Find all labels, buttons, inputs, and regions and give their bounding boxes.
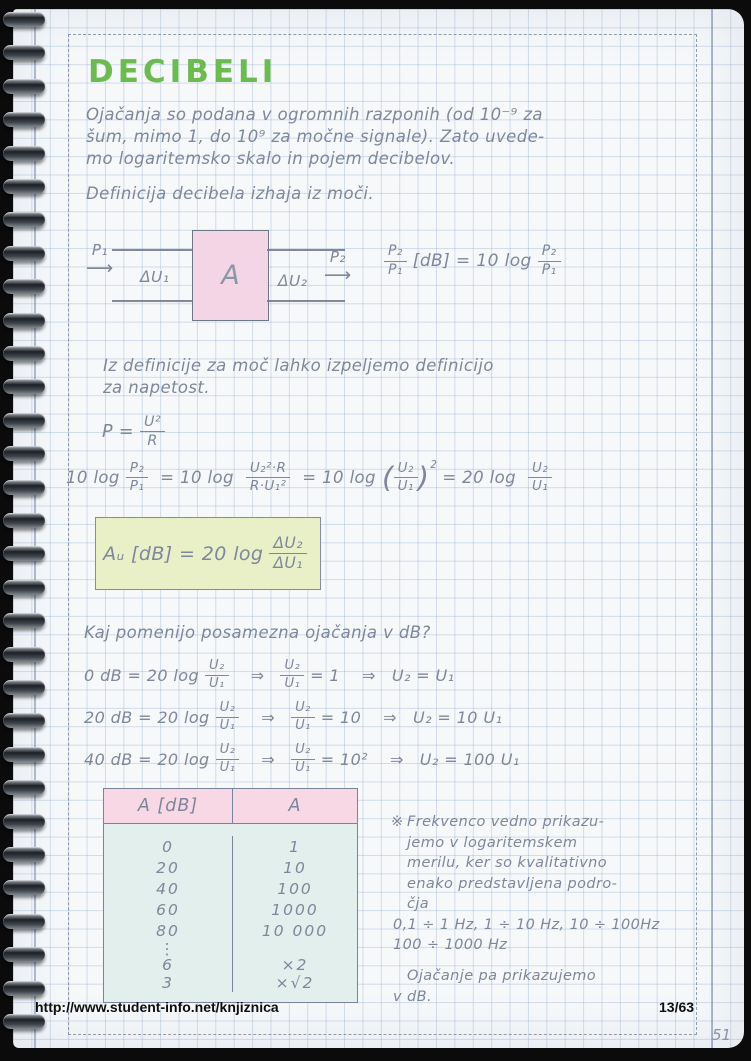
boxed-fraction: $\frac{\text{ΔU₂}}{\text{ΔU₁}}$	[269, 535, 307, 573]
amplifier-label: A	[221, 260, 240, 291]
gain-fraction: $\frac{\text{U₂}}{\text{U₁}}$	[205, 659, 229, 691]
note-marker-icon: ※	[391, 814, 404, 830]
gain-lhs: 20 dB = 20 log	[84, 707, 210, 727]
deriv-term-3: = 10 log	[302, 468, 376, 488]
deriv-frac-4: $\frac{\text{U₂}}{\text{U₁}}$	[528, 461, 552, 494]
db-formula-mid: [dB] = 10 log	[412, 251, 532, 272]
gain-row-40db	[84, 743, 520, 775]
gain-value: = 10²	[320, 749, 368, 769]
table-row: 3 ×√2	[104, 974, 357, 992]
note-line: jemo v logaritemskem	[407, 834, 578, 851]
spiral-binding	[0, 0, 60, 1061]
intro-line-3: mo logaritemsko skalo in pojem decibelov.	[86, 149, 455, 168]
derivation-equation	[66, 461, 558, 494]
handwritten-page-number: 51	[712, 1026, 732, 1044]
highlighted-gain-formula	[95, 517, 321, 590]
p1-label: P₁	[91, 241, 108, 259]
gain-fraction-2: $\frac{\text{U₂}}{\text{U₁}}$	[280, 659, 304, 691]
spiral-ring	[3, 446, 45, 461]
close-paren: )	[417, 460, 430, 495]
intro-paragraph	[86, 104, 545, 170]
note-line: enako predstavljena podro-	[407, 875, 618, 892]
spiral-ring	[3, 12, 45, 27]
wire-in-top	[112, 249, 192, 251]
implies-icon: ⇒	[383, 707, 397, 727]
spiral-ring	[3, 212, 45, 227]
note-line: čja	[407, 896, 430, 912]
implies-icon: ⇒	[389, 749, 404, 769]
gain-fraction-2: $\frac{\text{U₂}}{\text{U₁}}$	[291, 701, 315, 733]
table-row: 80 10 000	[104, 920, 357, 941]
deriv-frac-3: $\frac{\text{U₂}}{\text{U₁}}$	[394, 461, 418, 494]
gain-table-header	[104, 789, 357, 824]
table-row: 0 1	[104, 836, 357, 857]
spiral-ring	[3, 246, 45, 261]
note-text: Frekvenco vedno prikazu-	[407, 814, 605, 830]
spiral-ring	[3, 179, 45, 194]
gain-result: U₂ = 100 U₁	[419, 749, 520, 769]
spiral-ring	[3, 680, 45, 695]
spiral-ring	[3, 814, 45, 829]
arrow-out-icon: ⟶	[324, 264, 352, 286]
gains-question: Kaj pomenijo posamezna ojačanja v dB?	[84, 623, 431, 642]
gain-table-body	[104, 824, 357, 1002]
input-power-label	[86, 243, 114, 278]
spiral-ring	[3, 413, 45, 428]
column-header-db: A [dB]	[104, 789, 233, 823]
frequency-note	[391, 812, 697, 956]
gain-lhs: 40 dB = 20 log	[84, 749, 210, 769]
power-formula	[102, 414, 171, 449]
implies-icon: ⇒	[250, 665, 265, 685]
spiral-ring	[3, 981, 45, 996]
spiral-ring	[3, 1014, 45, 1029]
gain-fraction-2: $\frac{\text{U₂}}{\text{U₁}}$	[291, 743, 315, 775]
spiral-ring	[3, 713, 45, 728]
gain-value: = 10	[320, 707, 362, 727]
spiral-ring	[3, 747, 45, 762]
boxed-lhs: Aᵤ [dB] = 20 log	[103, 542, 264, 565]
exponent: 2	[430, 460, 438, 472]
spiral-ring	[3, 79, 45, 94]
implies-icon: ⇒	[261, 707, 276, 727]
deriv-frac-2: $\frac{\text{U₂²·R}}{\text{R·U₁²}}$	[246, 461, 290, 494]
gain-result: U₂ = 10 U₁	[412, 707, 503, 727]
note-line: merilu, ker so kvalitativno	[407, 855, 608, 871]
gain-result: U₂ = U₁	[391, 665, 455, 685]
gain-fraction: $\frac{\text{U₂}}{\text{U₁}}$	[216, 701, 240, 733]
power-lhs: P =	[102, 421, 134, 442]
power-ratio-fraction: $\frac{\text{P₂}}{\text{P₁}}$	[384, 244, 407, 278]
power-fraction: $\frac{\text{U²}}{R}$	[140, 414, 165, 449]
note-line: Ojačanje pa prikazujemo	[407, 968, 597, 984]
gain-row-0db	[84, 659, 454, 691]
deriv-frac-1: $\frac{\text{P₂}}{\text{P₁}}$	[126, 461, 148, 494]
voltage-intro	[103, 355, 494, 399]
page-title: DECIBELI	[88, 54, 278, 90]
right-margin-line	[711, 9, 713, 1048]
footer-url: http://www.student-info.net/knjiznica	[35, 999, 279, 1015]
implies-icon: ⇒	[362, 665, 376, 685]
voltage-intro-line-2: za napetost.	[103, 378, 210, 397]
spiral-ring	[3, 947, 45, 962]
open-paren: (	[381, 460, 394, 495]
db-definition-formula	[384, 244, 561, 278]
voltage-intro-line-1: Iz definicije za moč lahko izpeljemo definicijo	[103, 356, 494, 375]
spiral-ring	[3, 880, 45, 895]
column-header-a: A	[288, 796, 302, 816]
spiral-ring	[3, 346, 45, 361]
table-row: 20 10	[104, 857, 357, 878]
power-ratio-fraction-2: $\frac{\text{P₂}}{\text{P₁}}$	[538, 244, 561, 278]
spiral-ring	[3, 45, 45, 60]
intro-line-2: šum, mimo 1, do 10⁹ za močne signale). Zato uvede-	[86, 127, 545, 146]
delta-u1-label: ΔU₁	[140, 268, 170, 286]
spiral-ring	[3, 112, 45, 127]
deriv-term-1: 10 log	[66, 468, 120, 488]
note-frequency-ranges: 0,1 ÷ 1 Hz, 1 ÷ 10 Hz, 10 ÷ 100Hz	[393, 916, 660, 933]
spiral-ring	[3, 780, 45, 795]
spiral-ring	[3, 146, 45, 161]
spiral-ring	[3, 580, 45, 595]
deriv-term-2: = 10 log	[160, 468, 234, 488]
spiral-ring	[3, 546, 45, 561]
output-power-label	[324, 250, 352, 285]
table-row: 60 1000	[104, 899, 357, 920]
wire-out-bottom	[267, 300, 345, 302]
delta-u2-label: ΔU₂	[278, 272, 308, 290]
spiral-ring	[3, 914, 45, 929]
spiral-ring	[3, 313, 45, 328]
spiral-ring	[3, 279, 45, 294]
table-row: 40 100	[104, 878, 357, 899]
implies-icon: ⇒	[261, 749, 276, 769]
arrow-in-icon: ⟶	[86, 257, 114, 279]
intro-line-1: Ojačanja so podana v ogromnih razponih (od 10⁻⁹ za	[86, 105, 543, 124]
table-row-ellipsis: ⋮	[104, 941, 357, 956]
spiral-ring	[3, 480, 45, 495]
note-frequency-ranges: 100 ÷ 1000 Hz	[393, 937, 508, 953]
gain-row-20db	[84, 701, 502, 733]
note-line	[391, 812, 697, 833]
table-row: 6 ×2	[104, 956, 357, 974]
spiral-ring	[3, 847, 45, 862]
gain-table	[103, 788, 358, 1003]
gain-note	[391, 966, 697, 1007]
gain-fraction: $\frac{\text{U₂}}{\text{U₁}}$	[216, 743, 240, 775]
definition-sentence: Definicija decibela izhaja iz moči.	[86, 184, 375, 203]
wire-in-bottom	[112, 300, 192, 302]
footer-page-number: 13/63	[659, 999, 695, 1015]
spiral-ring	[3, 613, 45, 628]
gain-lhs: 0 dB = 20 log	[84, 665, 200, 685]
gain-value: = 1	[310, 665, 341, 685]
amplifier-block	[192, 230, 269, 321]
note-line: v dB.	[393, 988, 432, 1005]
p2-label: P₂	[329, 248, 346, 266]
spiral-ring	[3, 513, 45, 528]
deriv-term-4: = 20 log	[442, 468, 516, 488]
spiral-ring	[3, 647, 45, 662]
spiral-ring	[3, 379, 45, 394]
